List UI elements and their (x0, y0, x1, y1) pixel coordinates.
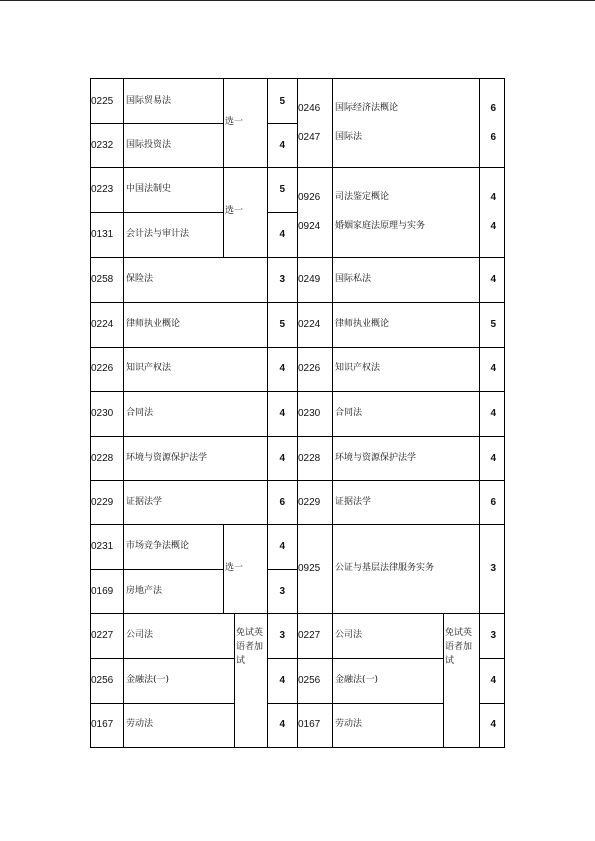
table-rule (297, 658, 443, 659)
credit-value: 5 (279, 96, 285, 107)
table-rule (267, 123, 297, 124)
course-code: 0228 (91, 453, 114, 464)
course-name: 律师执业概论 (126, 319, 181, 329)
credit-value: 4 (279, 719, 285, 730)
table-rule (443, 613, 444, 747)
table-rule (267, 257, 268, 524)
table-rule (267, 569, 297, 570)
course-code: 0227 (91, 630, 114, 641)
course-name: 国际私法 (335, 274, 372, 284)
course-name: 证据法学 (126, 497, 163, 507)
course-name: 证据法学 (335, 497, 372, 507)
table-rule (90, 123, 223, 124)
course-name: 国际贸易法 (126, 96, 172, 106)
table-rule (504, 78, 505, 747)
credit-value: 6 (490, 497, 496, 508)
course-name: 合同法 (335, 408, 363, 418)
choose-one-label: 选一 (225, 206, 244, 216)
table-rule (332, 78, 333, 747)
course-code: 0925 (298, 563, 321, 574)
table-rule (234, 613, 235, 747)
exempt-note: 免试英语者加试 (236, 628, 264, 666)
credit-value: 4 (490, 363, 496, 374)
table-rule (267, 167, 268, 257)
exempt-note: 免试英语者加试 (445, 628, 473, 666)
table-rule (479, 658, 504, 659)
credit-value: 4 (279, 363, 285, 374)
course-name: 公司法 (335, 630, 363, 640)
table-rule (479, 703, 504, 704)
course-code: 0249 (298, 274, 321, 285)
course-name: 保险法 (126, 274, 154, 284)
course-name: 国际法 (335, 132, 363, 142)
credit-value: 5 (490, 319, 496, 330)
table-rule (267, 524, 268, 613)
course-name: 房地产法 (126, 586, 163, 596)
course-code: 0226 (298, 363, 321, 374)
course-code: 0926 (298, 192, 321, 203)
credit-value: 4 (490, 408, 496, 419)
course-code: 0229 (298, 497, 321, 508)
course-name: 中国法制史 (126, 184, 172, 194)
table-rule (223, 167, 224, 257)
course-name: 环境与资源保护法学 (335, 453, 417, 463)
course-code: 0229 (91, 497, 114, 508)
credit-value: 6 (490, 132, 496, 143)
credit-value: 3 (279, 274, 285, 285)
table-rule (267, 703, 297, 704)
credit-value: 4 (279, 408, 285, 419)
page-top-border (0, 0, 595, 1)
credit-value: 5 (279, 184, 285, 195)
table-rule (90, 569, 223, 570)
table-rule (223, 524, 224, 613)
course-name: 金融法(一) (126, 675, 170, 685)
course-name: 律师执业概论 (335, 319, 390, 329)
course-name: 会计法与审计法 (126, 229, 190, 239)
course-code: 0231 (91, 541, 114, 552)
course-name: 婚姻家庭法原理与实务 (335, 221, 426, 231)
credit-value: 6 (279, 497, 285, 508)
course-name: 司法鉴定概论 (335, 192, 390, 202)
course-code: 0230 (298, 408, 321, 419)
credit-value: 4 (490, 453, 496, 464)
course-code: 0224 (298, 319, 321, 330)
course-name: 公司法 (126, 630, 154, 640)
choose-one-label: 选一 (225, 563, 244, 573)
choose-one-label: 选一 (225, 117, 244, 127)
course-name: 劳动法 (126, 719, 154, 729)
course-code: 0169 (91, 586, 114, 597)
course-name: 环境与资源保护法学 (126, 453, 208, 463)
course-code: 0246 (298, 103, 321, 114)
course-name: 公证与基层法律服务实务 (335, 563, 435, 573)
course-code: 0247 (298, 132, 321, 143)
course-code: 0232 (91, 140, 114, 151)
credit-value: 3 (490, 563, 496, 574)
table-rule (90, 658, 234, 659)
course-code: 0224 (91, 319, 114, 330)
credit-value: 5 (279, 319, 285, 330)
credit-value: 4 (490, 675, 496, 686)
table-rule (267, 212, 297, 213)
credit-value: 4 (279, 453, 285, 464)
course-name: 合同法 (126, 408, 154, 418)
course-code: 0256 (298, 675, 321, 686)
table-rule (297, 703, 443, 704)
credit-value: 3 (279, 586, 285, 597)
credit-value: 4 (279, 229, 285, 240)
credit-value: 4 (490, 719, 496, 730)
credit-value: 3 (490, 630, 496, 641)
table-rule (90, 212, 223, 213)
table-rule (267, 613, 268, 747)
course-code: 0230 (91, 408, 114, 419)
credit-value: 4 (490, 192, 496, 203)
course-name: 劳动法 (335, 719, 363, 729)
course-name: 市场竞争法概论 (126, 541, 190, 551)
table-rule (223, 78, 224, 167)
course-code: 0227 (298, 630, 321, 641)
credit-value: 3 (279, 630, 285, 641)
table-rule (90, 703, 234, 704)
credit-value: 4 (279, 541, 285, 552)
table-rule (123, 78, 124, 747)
course-code: 0258 (91, 274, 114, 285)
credit-value: 4 (490, 274, 496, 285)
course-code: 0131 (91, 229, 114, 240)
course-code: 0167 (298, 719, 321, 730)
course-code: 0225 (91, 96, 114, 107)
table-rule (479, 78, 480, 747)
course-name: 知识产权法 (335, 363, 381, 373)
credit-value: 4 (279, 140, 285, 151)
credit-value: 4 (490, 221, 496, 232)
course-code: 0223 (91, 184, 114, 195)
credit-value: 4 (279, 675, 285, 686)
course-name: 国际经济法概论 (335, 103, 399, 113)
course-code: 0228 (298, 453, 321, 464)
course-code: 0924 (298, 221, 321, 232)
course-code: 0167 (91, 719, 114, 730)
table-rule (267, 658, 297, 659)
course-name: 知识产权法 (126, 363, 172, 373)
table-rule (90, 747, 505, 748)
course-code: 0256 (91, 675, 114, 686)
course-code: 0226 (91, 363, 114, 374)
course-name: 金融法(一) (335, 675, 379, 685)
table-rule (267, 78, 268, 167)
course-name: 国际投资法 (126, 140, 172, 150)
credit-value: 6 (490, 103, 496, 114)
